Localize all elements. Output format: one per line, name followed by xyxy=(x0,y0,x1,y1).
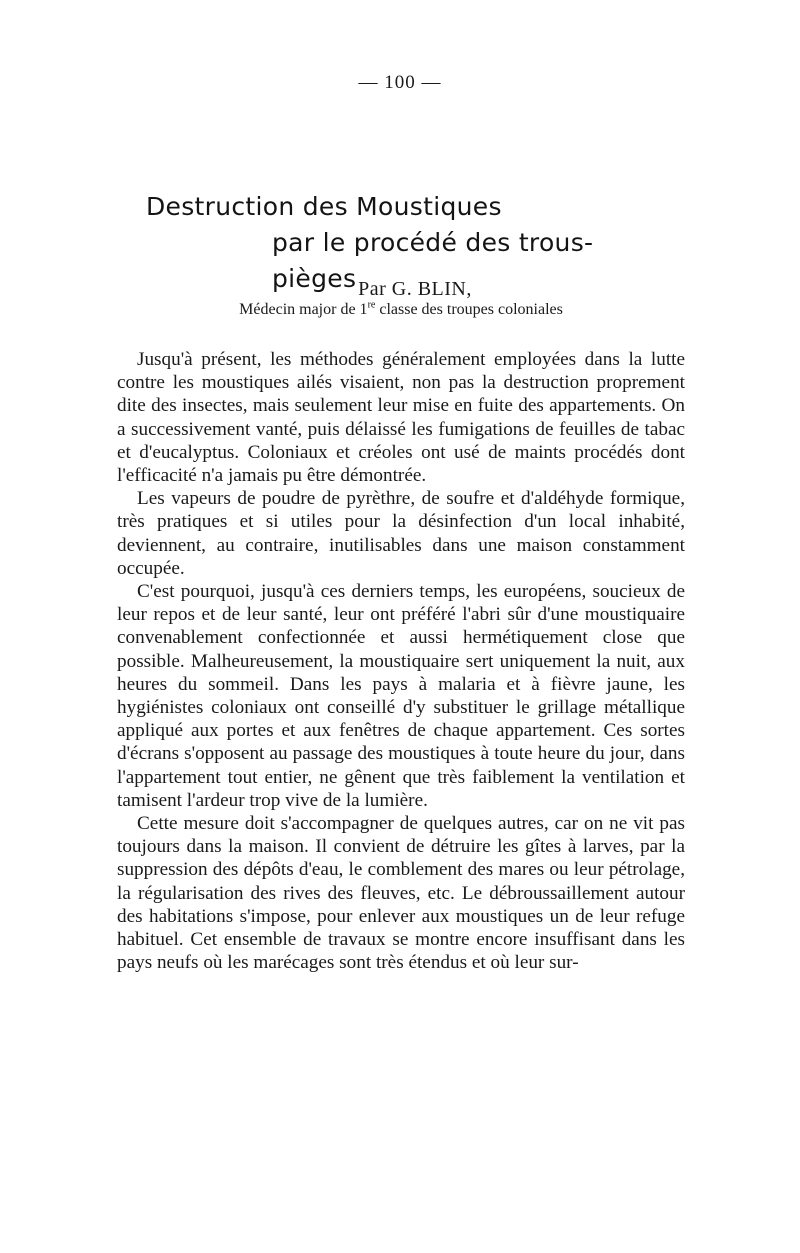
paragraph-2: Les vapeurs de poudre de pyrèthre, de soufre et d'aldéhyde formique, très pratiques et si utiles pour la désinfection d'un local inhabité, deviennent, au contraire, inutilisables dans une maison constamment occupée. xyxy=(117,488,685,579)
affiliation-suffix: classe des troupes coloniales xyxy=(375,301,563,318)
paragraph-3: C'est pourquoi, jusqu'à ces derniers temps, les européens, soucieux de leur repos et de leur santé, leur ont préféré l'abri sûr d'une moustiquaire convenablement confectionnée et aussi hermétiquement close que possible. Malheureusement, la moustiquaire sert uniquement la nuit, aux heures du sommeil. Dans les pays à malaria et à fièvre jaune, les hygiénistes coloniaux ont conseillé d'y substituer le grillage métallique appliqué aux portes et aux fenêtres de chaque appartement. Ces sortes d'écrans s'opposent au passage des moustiques à toute heure du jour, dans l'appartement tout entier, ne gênent que très faiblement la ventilation et tamisent l'ardeur trop vive de la lumière. xyxy=(117,581,685,811)
paragraph-1: Jusqu'à présent, les méthodes généralement employées dans la lutte contre les moustiques ailés visaient, non pas la destruction proprement dite des insectes, mais seulement leur mise en fuite des appartements. On a successivement vanté, puis délaissé les fumigations de feuilles de tabac et d'eucalyptus. Coloniaux et créoles ont usé de maints procédés dont l'efficacité n'a jamais pu être démontrée. xyxy=(117,349,685,487)
author-byline: Par G. BLIN, xyxy=(358,278,472,300)
affiliation-ordinal: re xyxy=(367,299,376,311)
title-line-2: par le procédé des trous-pièges xyxy=(272,227,594,293)
title-line-1: Destruction des Moustiques xyxy=(146,191,502,221)
paragraph-4: Cette mesure doit s'accompagner de quelques autres, car on ne vit pas toujours dans la maison. Il convient de détruire les gîtes à larves, par la suppression des dépôts d'eau, le comblement des mares ou leur pétrolage, la régularisation des rives des fleuves, etc. Le débroussaillement autour des habitations s'impose, pour enlever aux moustiques un de leur refuge habituel. Cet ensemble de travaux se montre encore insuffisant dans les pays neufs où les marécages sont très étendus et où leur sur- xyxy=(117,813,685,974)
article-body xyxy=(117,348,685,974)
author-affiliation xyxy=(0,298,800,322)
page-number: — 100 — xyxy=(358,72,442,93)
affiliation-prefix: Médecin major de 1 xyxy=(239,301,368,318)
